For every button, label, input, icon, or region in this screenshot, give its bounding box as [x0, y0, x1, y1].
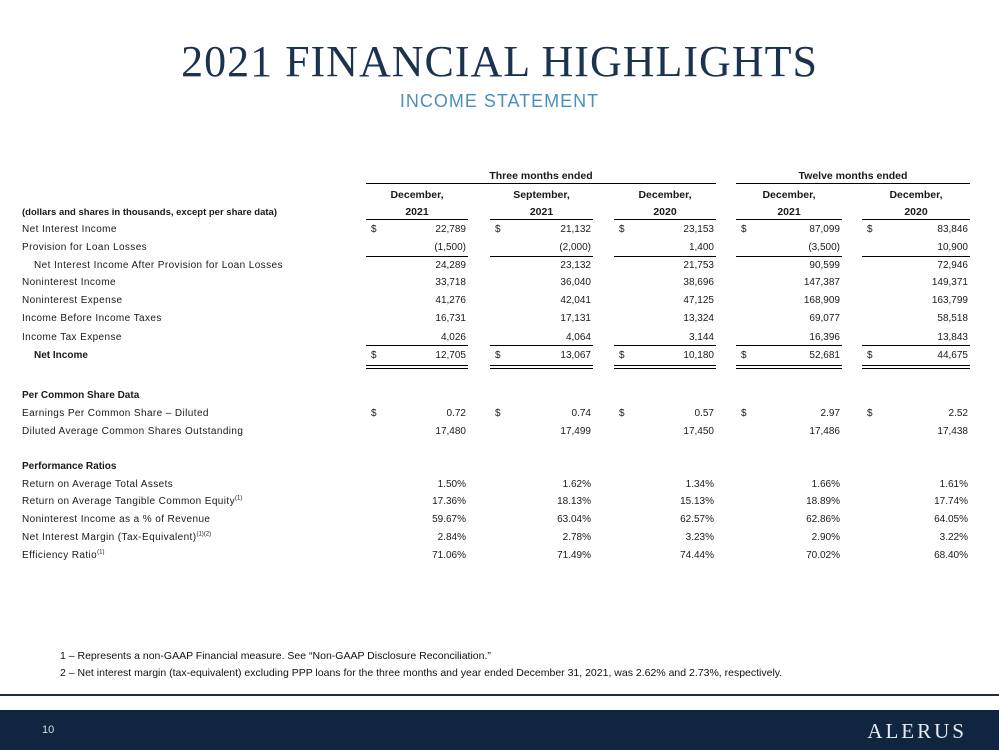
column-header-month: December,	[762, 189, 816, 201]
footer-divider	[0, 694, 999, 696]
row-label	[22, 426, 243, 438]
subtotal-rule	[490, 345, 593, 346]
row-label	[22, 277, 116, 289]
row-label-text: Income Tax Expense	[22, 332, 122, 343]
row-label-text: Earnings Per Common Share – Diluted	[22, 408, 209, 419]
table-cell: 1.34%	[685, 479, 714, 490]
table-cell: 2.78%	[562, 532, 591, 543]
table-cell: 2.84%	[437, 532, 466, 543]
total-double-rule	[736, 368, 842, 369]
table-cell: 58,518	[937, 313, 968, 324]
currency-symbol: $	[371, 224, 377, 235]
row-label-text: Net Interest Margin (Tax-Equivalent)	[22, 532, 197, 543]
table-cell: 33,718	[435, 277, 466, 288]
table-cell: 17.74%	[934, 496, 968, 507]
page-number: 10	[42, 724, 55, 736]
currency-symbol: $	[371, 408, 377, 419]
row-label-text: Noninterest Income as a % of Revenue	[22, 514, 211, 525]
table-cell: 17.36%	[432, 496, 466, 507]
table-cell: 23,153	[683, 224, 714, 235]
table-cell: 13,067	[560, 350, 591, 361]
row-label-text: Efficiency Ratio	[22, 550, 98, 561]
table-cell: 90,599	[809, 260, 840, 271]
table-cell: 41,276	[435, 295, 466, 306]
table-cell: 18.13%	[557, 496, 591, 507]
subtotal-rule	[614, 345, 716, 346]
currency-symbol: $	[495, 224, 501, 235]
table-cell: 24,289	[435, 260, 466, 271]
row-label	[22, 332, 122, 344]
row-label-text: Income Before Income Taxes	[22, 313, 162, 324]
row-label-text: Net Income	[34, 350, 88, 361]
subtotal-rule	[366, 345, 468, 346]
table-cell: 2.97	[820, 408, 840, 419]
row-label-text: Net Interest Income	[22, 224, 117, 235]
table-cell: 12,705	[435, 350, 466, 361]
row-label	[22, 479, 173, 491]
row-label-text: Return on Average Tangible Common Equity	[22, 496, 235, 507]
section-header-ratios: Performance Ratios	[22, 461, 117, 472]
table-cell: 16,396	[809, 332, 840, 343]
table-cell: 36,040	[560, 277, 591, 288]
table-cell: 62.86%	[806, 514, 840, 525]
subtotal-rule	[614, 256, 716, 257]
row-label	[22, 313, 162, 325]
table-cell: 38,696	[683, 277, 714, 288]
subtotal-rule	[736, 256, 842, 257]
table-cell: 21,132	[560, 224, 591, 235]
table-cell: 15.13%	[680, 496, 714, 507]
column-header-month: December,	[638, 189, 692, 201]
column-header-year: 2021	[490, 206, 593, 220]
group-header-three-months: Three months ended	[366, 170, 716, 184]
table-cell: 149,371	[931, 277, 968, 288]
table-cell: 0.72	[446, 408, 466, 419]
column-header-month: December,	[889, 189, 943, 201]
currency-symbol: $	[495, 408, 501, 419]
group-header-twelve-months: Twelve months ended	[736, 170, 970, 184]
currency-symbol: $	[741, 408, 747, 419]
table-cell: 68.40%	[934, 550, 968, 561]
table-cell: 52,681	[809, 350, 840, 361]
subtotal-rule	[490, 256, 593, 257]
column-header-year: 2020	[614, 206, 716, 220]
table-cell: 3.22%	[939, 532, 968, 543]
table-cell: 69,077	[809, 313, 840, 324]
table-cell: 70.02%	[806, 550, 840, 561]
total-double-rule	[862, 365, 970, 366]
row-label	[22, 224, 117, 236]
table-cell: 163,799	[931, 295, 968, 306]
table-cell: 1.50%	[437, 479, 466, 490]
unit-label: (dollars and shares in thousands, except per share data)	[22, 207, 277, 218]
total-double-rule	[490, 368, 593, 369]
table-cell: (1,500)	[434, 242, 466, 253]
currency-symbol: $	[619, 408, 625, 419]
currency-symbol: $	[867, 350, 873, 361]
column-header-year: 2021	[736, 206, 842, 220]
table-cell: 71.49%	[557, 550, 591, 561]
column-header-month: December,	[390, 189, 444, 201]
table-cell: 17,131	[560, 313, 591, 324]
row-label	[34, 260, 283, 272]
table-cell: 17,499	[560, 426, 591, 437]
currency-symbol: $	[741, 350, 747, 361]
column-header-month: September,	[513, 189, 570, 201]
subtotal-rule	[862, 345, 970, 346]
total-double-rule	[490, 365, 593, 366]
footnote-marker: (1)	[97, 549, 105, 556]
alerus-logo: ALERUS	[867, 719, 967, 743]
table-cell: 13,843	[937, 332, 968, 343]
subtotal-rule	[736, 345, 842, 346]
table-cell: 1.66%	[811, 479, 840, 490]
table-cell: 4,026	[440, 332, 466, 343]
page-subtitle: INCOME STATEMENT	[399, 91, 600, 111]
table-cell: 72,946	[937, 260, 968, 271]
total-double-rule	[736, 365, 842, 366]
table-cell: 3,144	[688, 332, 714, 343]
total-double-rule	[614, 368, 716, 369]
table-cell: 59.67%	[432, 514, 466, 525]
table-cell: 42,041	[560, 295, 591, 306]
table-cell: 83,846	[937, 224, 968, 235]
row-label-text: Diluted Average Common Shares Outstanding	[22, 426, 244, 437]
row-label	[22, 496, 242, 508]
row-label	[22, 550, 104, 562]
table-cell: 2.52	[948, 408, 968, 419]
row-label	[22, 532, 211, 544]
table-cell: 71.06%	[432, 550, 466, 561]
section-header-per-share: Per Common Share Data	[22, 390, 140, 401]
table-cell: 1.62%	[562, 479, 591, 490]
currency-symbol: $	[619, 224, 625, 235]
table-cell: 17,450	[683, 426, 714, 437]
table-cell: 10,900	[937, 242, 968, 253]
row-label-text: Noninterest Expense	[22, 295, 123, 306]
currency-symbol: $	[867, 408, 873, 419]
footnote-1: 1 – Represents a non-GAAP Financial measure. See “Non-GAAP Disclosure Reconciliation.”	[60, 650, 491, 662]
table-cell: 3.23%	[685, 532, 714, 543]
table-cell: 23,132	[560, 260, 591, 271]
table-cell: 64.05%	[934, 514, 968, 525]
row-label	[34, 350, 88, 362]
page-title: 2021 FINANCIAL HIGHLIGHTS	[181, 37, 818, 86]
total-double-rule	[614, 365, 716, 366]
table-cell: 87,099	[809, 224, 840, 235]
table-cell: 17,438	[937, 426, 968, 437]
table-cell: 47,125	[683, 295, 714, 306]
footnote-2: 2 – Net interest margin (tax-equivalent) excluding PPP loans for the three months and year ended December 31, 2021, was 2.62% and 2.73%, respectively.	[60, 667, 783, 679]
row-label-text: Provision for Loan Losses	[22, 242, 148, 253]
table-cell: 168,909	[803, 295, 840, 306]
table-cell: 2.90%	[811, 532, 840, 543]
table-cell: 63.04%	[557, 514, 591, 525]
table-cell: 4,064	[565, 332, 591, 343]
table-cell: 1.61%	[939, 479, 968, 490]
currency-symbol: $	[371, 350, 377, 361]
table-cell: (2,000)	[559, 242, 591, 253]
table-cell: 13,324	[683, 313, 714, 324]
currency-symbol: $	[495, 350, 501, 361]
table-cell: 0.74	[571, 408, 591, 419]
table-cell: 74.44%	[680, 550, 714, 561]
column-header-year: 2020	[862, 206, 970, 220]
table-cell: 147,387	[803, 277, 840, 288]
table-cell: 1,400	[688, 242, 714, 253]
table-cell: 16,731	[435, 313, 466, 324]
row-label-text: Net Interest Income After Provision for Loan Losses	[34, 260, 283, 271]
subtotal-rule	[862, 256, 970, 257]
table-cell: 10,180	[683, 350, 714, 361]
table-cell: 22,789	[435, 224, 466, 235]
table-cell: (3,500)	[808, 242, 840, 253]
footer-bar	[0, 710, 999, 750]
total-double-rule	[366, 365, 468, 366]
currency-symbol: $	[867, 224, 873, 235]
subtotal-rule	[366, 256, 468, 257]
table-cell: 44,675	[937, 350, 968, 361]
table-cell: 17,480	[435, 426, 466, 437]
row-label	[22, 408, 209, 420]
currency-symbol: $	[741, 224, 747, 235]
total-double-rule	[862, 368, 970, 369]
row-label	[22, 242, 147, 254]
currency-symbol: $	[619, 350, 625, 361]
row-label-text: Noninterest Income	[22, 277, 116, 288]
table-cell: 18.89%	[806, 496, 840, 507]
total-double-rule	[366, 368, 468, 369]
row-label-text: Return on Average Total Assets	[22, 479, 174, 490]
row-label	[22, 295, 122, 307]
row-label	[22, 514, 210, 526]
footnote-marker: (1)(2)	[196, 531, 212, 538]
table-cell: 0.57	[694, 408, 714, 419]
table-cell: 17,486	[809, 426, 840, 437]
footnote-marker: (1)	[234, 495, 243, 502]
column-header-year: 2021	[366, 206, 468, 220]
table-cell: 21,753	[683, 260, 714, 271]
table-cell: 62.57%	[680, 514, 714, 525]
